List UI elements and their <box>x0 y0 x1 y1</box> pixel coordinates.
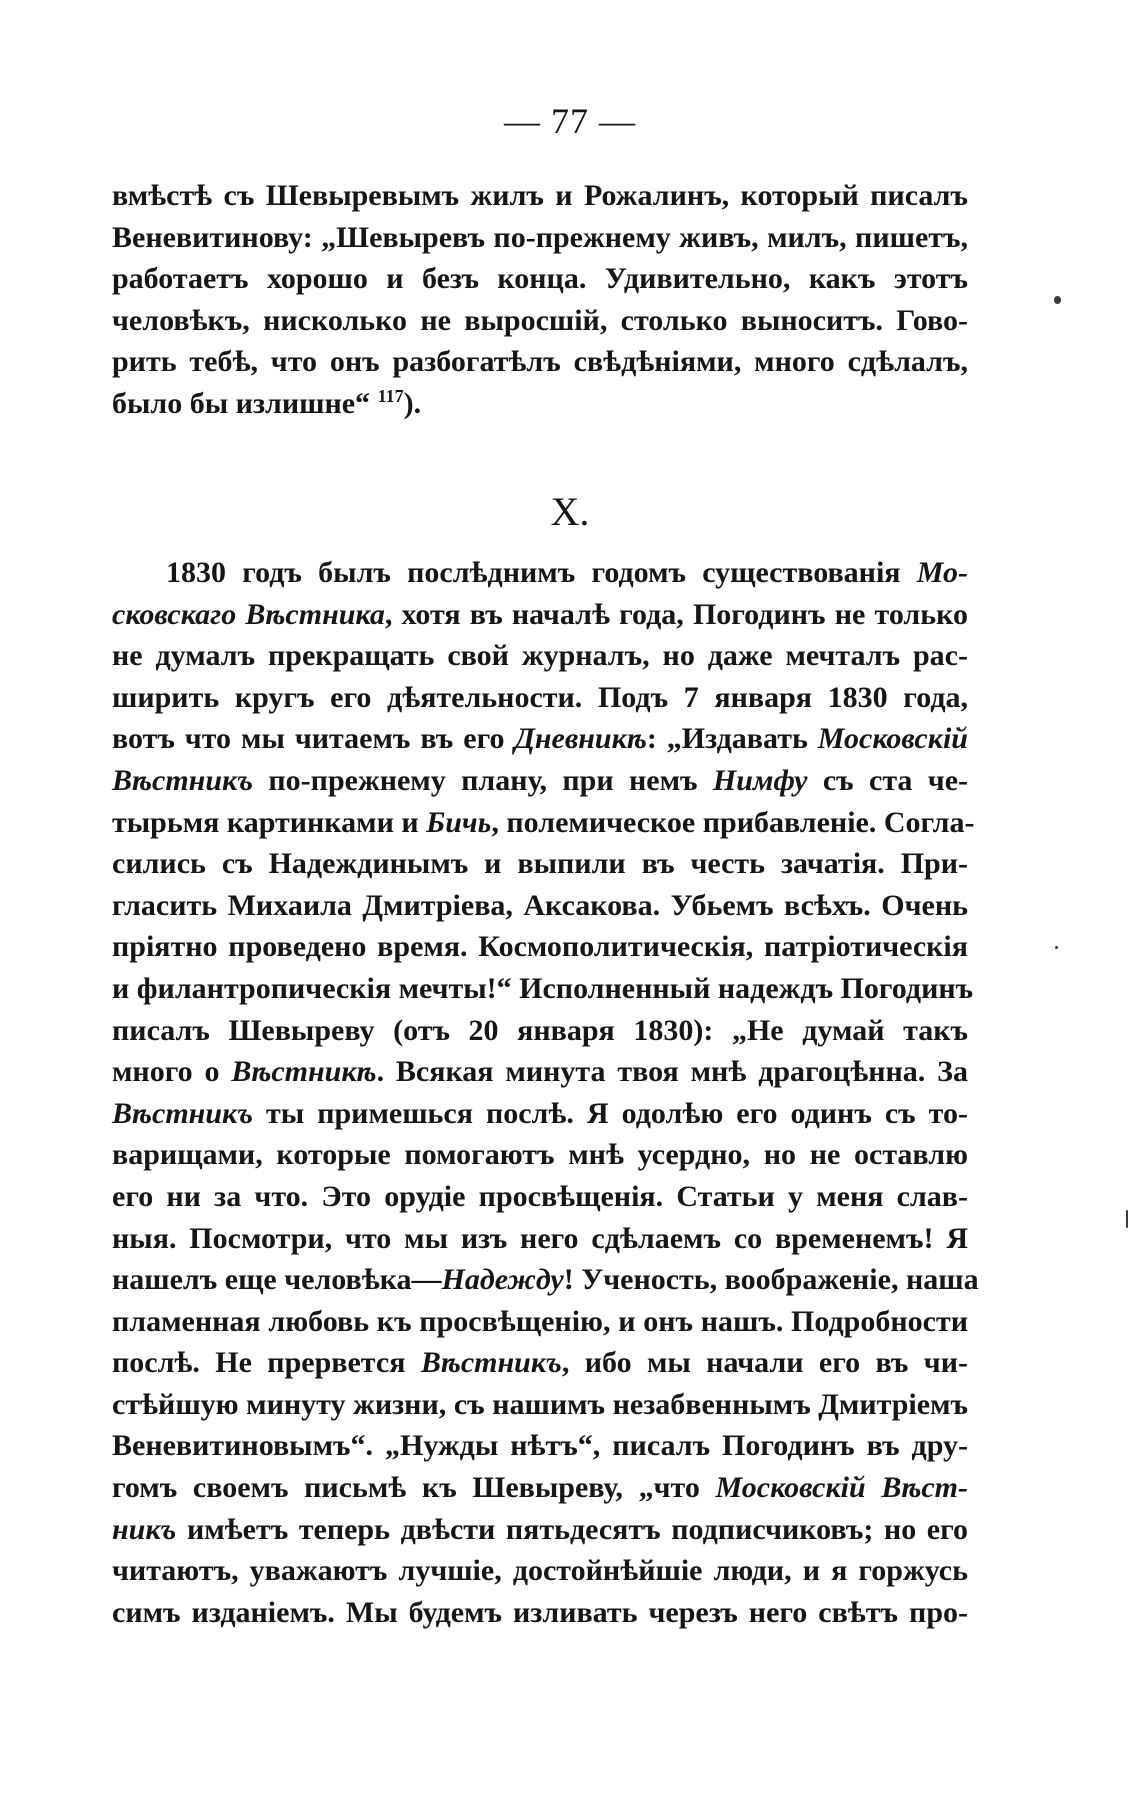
text-line: симъ изданіемъ. Мы будемъ изливать черезъ него свѣтъ про- <box>112 1595 968 1629</box>
scan-speck <box>1054 296 1061 304</box>
italic-title: Мо- <box>916 556 968 589</box>
italic-title: Нимфу <box>712 763 808 797</box>
text-line: не думалъ прекращать свой журналъ, но даже мечталъ рас- <box>112 639 968 673</box>
text-line: рить тебѣ, что онъ разбогатѣлъ свѣдѣніями, много сдѣлалъ, <box>112 345 968 379</box>
text-fragment: ты примешься послѣ. Я одолѣю его одинъ съ то- <box>253 1096 968 1130</box>
paragraph <box>112 552 979 1633</box>
italic-title: никъ <box>112 1512 177 1546</box>
text-fragment: вотъ что мы читаемъ въ его <box>112 722 515 756</box>
text-line <box>112 383 968 425</box>
text-line: ширить кругъ его дѣятельности. Подъ 7 января 1830 года, <box>112 680 968 714</box>
italic-title: Вѣстникѣ <box>231 1055 377 1089</box>
italic-title: сковскаго Вѣстника <box>112 597 385 631</box>
text-fragment: нашелъ еще человѣка— <box>112 1263 442 1297</box>
text-line <box>112 552 968 594</box>
italic-name: Надежду <box>441 1263 564 1297</box>
text-fragment: ). <box>403 386 422 420</box>
text-fragment: по-прежнему плану, при немъ <box>253 763 713 797</box>
text-line <box>112 718 968 760</box>
text-fragment: гомъ своемъ письмѣ къ Шевыреву, „что <box>112 1471 716 1505</box>
text-line: Веневитиновымъ“. „Нужды нѣтъ“, писалъ Погодинъ въ дру- <box>112 1429 968 1463</box>
text-fragment: 1830 годъ былъ послѣднимъ годомъ существованія <box>166 556 917 589</box>
text-line: работаетъ хорошо и безъ конца. Удивительно, какъ этотъ <box>112 262 968 296</box>
text-line <box>112 1467 968 1509</box>
text-line: варищами, которые помогаютъ мнѣ усердно, но не оставлю <box>112 1138 968 1172</box>
text-line: читаютъ, уважаютъ лучшіе, достойнѣйшіе люди, и я горжусь <box>112 1554 968 1588</box>
text-line <box>112 1051 968 1093</box>
italic-title: Московскій Вѣст- <box>715 1471 968 1505</box>
footnote-reference: 117 <box>377 385 404 406</box>
scan-speck <box>1126 1210 1128 1228</box>
text-line: и филантропическія мечты!“ Исполненный надеждъ Погодинъ <box>112 971 974 1005</box>
italic-title: Дневникѣ <box>514 722 647 756</box>
text-line: пріятно проведено время. Космополитическія, патріотическія <box>112 930 968 964</box>
text-fragment: много о <box>112 1055 232 1089</box>
text-fragment: съ ста че- <box>807 763 969 797</box>
text-line <box>112 1509 968 1551</box>
text-line: вмѣстѣ съ Шевыревымъ жилъ и Рожалинъ, который писалъ <box>112 179 968 212</box>
text-fragment: . Всякая минута твоя мнѣ драгоцѣнна. За <box>376 1055 968 1089</box>
text-line <box>112 760 968 802</box>
text-line <box>112 802 975 844</box>
text-fragment: послѣ. Не прервется <box>112 1346 421 1380</box>
text-line <box>112 1093 968 1135</box>
text-fragment: , ибо мы начали его въ чи- <box>561 1346 968 1380</box>
text-line: ныя. Посмотри, что мы изъ него сдѣлаемъ со временемъ! Я <box>112 1221 968 1255</box>
text-fragment: ! Ученость, воображеніе, наша <box>563 1263 979 1297</box>
text-line: гласить Михаила Дмитріева, Аксакова. Убьемъ всѣхъ. Очень <box>112 888 968 922</box>
text-line: писалъ Шевыреву (отъ 20 января 1830): „Не думай такъ <box>112 1013 968 1047</box>
text-fragment: было бы излишне“ <box>112 386 378 420</box>
text-line <box>112 1259 979 1301</box>
text-fragment: , хотя въ началѣ года, Погодинъ не только <box>384 597 969 631</box>
text-fragment: тырьмя картинками и <box>112 805 427 839</box>
italic-title: Вѣстникъ <box>112 763 254 797</box>
text-line: стѣйшую минуту жизни, съ нашимъ незабвеннымъ Дмитріемъ <box>112 1387 968 1421</box>
text-line <box>112 1342 968 1384</box>
italic-title: Московскій <box>817 722 968 756</box>
text-line: человѣкъ, нисколько не выросшій, столько выноситъ. Гово- <box>112 303 968 337</box>
paragraph-continued <box>112 175 968 425</box>
text-line: Веневитинову: „Шевыревъ по-прежнему живъ, милъ, пишетъ, <box>112 220 968 254</box>
italic-title: Вѣстникъ <box>112 1096 254 1130</box>
page-number: — 77 — <box>504 101 636 141</box>
text-line: пламенная любовь къ просвѣщенію, и онъ нашъ. Подробности <box>112 1304 968 1338</box>
italic-title: Бичь <box>426 805 492 839</box>
section-heading: X. <box>550 489 590 534</box>
italic-title: Вѣстникъ <box>420 1346 562 1380</box>
text-fragment: имѣетъ теперь двѣсти пятьдесятъ подписчиковъ; но его <box>176 1512 968 1546</box>
text-fragment: : „Издавать <box>646 722 818 756</box>
text-line: его ни за что. Это орудіе просвѣщенія. Статьи у меня слав- <box>112 1179 968 1213</box>
text-line <box>112 594 968 636</box>
text-line: сились съ Надеждинымъ и выпили въ честь зачатія. При- <box>112 847 968 881</box>
text-fragment: , полемическое прибавленіе. Согла- <box>491 805 975 839</box>
scan-speck <box>1055 946 1058 949</box>
